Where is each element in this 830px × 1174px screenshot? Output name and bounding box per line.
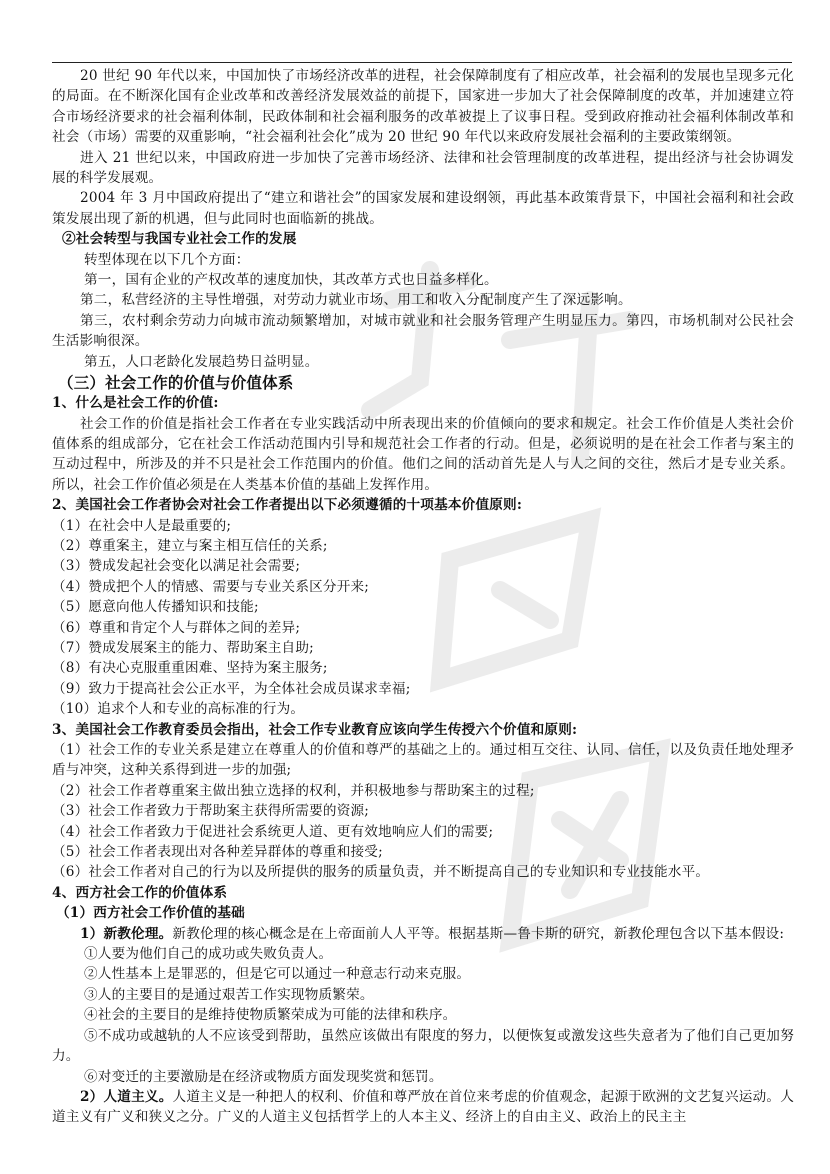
paragraph: 进入 21 世纪以来，中国政府进一步加快了完善市场经济、法律和社会管理制度的改革进程，提出经济与社会协调发展的科学发展观。 bbox=[52, 149, 794, 187]
list-item: （8）有决心克服重重困难、坚持为案主服务; bbox=[52, 660, 328, 677]
question-heading: 4、西方社会工作的价值体系 bbox=[52, 884, 228, 901]
list-item: （5）愿意向他人传播知识和技能; bbox=[52, 599, 259, 616]
ethic-assumptions-list bbox=[52, 944, 794, 1087]
list-item: （10）追求个人和专业的高标准的行为。 bbox=[52, 701, 305, 718]
paragraph: 第一，国有企业的产权改革的速度加快，其改革方式也日益多样化。 bbox=[84, 272, 498, 289]
term-body: 新教伦理的核心概念是在上帝面前人人平等。根据基斯—鲁卡斯的研究，新教伦理包含以下基本假设: bbox=[172, 925, 785, 942]
paragraph: 第二，私营经济的主导性增强，对劳动力就业市场、用工和收入分配制度产生了深远影响。 bbox=[80, 292, 632, 309]
term-title: 2）人道主义。 bbox=[80, 1088, 173, 1105]
list-item: ⑤不成功或越轨的人不应该受到帮助，虽然应该做出有限度的努力，以便恢复或激发这些失意者为了他们自己更加努力。 bbox=[52, 1027, 794, 1065]
list-item: ④社会的主要目的是维持使物质繁荣成为可能的法律和秩序。 bbox=[84, 1007, 457, 1024]
list-item: （7）赞成发展案主的能力、帮助案主自助; bbox=[52, 639, 314, 656]
list-item: （4）赞成把个人的情感、需要与专业关系区分开来; bbox=[52, 578, 370, 595]
paragraph: 第五，人口老龄化发展趋势日益明显。 bbox=[84, 353, 319, 370]
paragraph: 转型体现在以下几个方面： bbox=[84, 251, 250, 268]
list-item: （3）社会工作者致力于帮助案主获得所需要的资源; bbox=[52, 803, 370, 820]
list-item: （6）社会工作者对自己的行为以及所提供的服务的质量负责，并不断提高自己的专业知识和专业技能水平。 bbox=[52, 864, 710, 881]
list-item: （2）社会工作者尊重案主做出独立选择的权利，并积极地参与帮助案主的过程; bbox=[52, 782, 535, 799]
paragraph: 第三，农村剩余劳动力向城市流动频繁增加，对城市就业和社会服务管理产生明显压力。第四，市场机制对公民社会生活影响很深。 bbox=[52, 312, 794, 350]
subheading: （1）西方社会工作价值的基础 bbox=[56, 905, 245, 922]
education-values-list bbox=[52, 740, 794, 883]
subheading-transition: ②社会转型与我国专业社会工作的发展 bbox=[62, 231, 297, 248]
paragraph: 2004 年 3 月中国政府提出了“建立和谐社会”的国家发展和建设纲领，再此基本政策背景下，中国社会福利和社会政策发展出现了新的机遇，但与此同时也面临新的挑战。 bbox=[52, 190, 794, 227]
list-item: （3）赞成发起社会变化以满足社会需要; bbox=[52, 558, 301, 575]
list-item: ⑥对变迁的主要激励是在经济或物质方面发现奖赏和惩罚。 bbox=[84, 1068, 443, 1085]
paragraph bbox=[52, 924, 794, 944]
list-item: （9）致力于提高社会公正水平，为全体社会成员谋求幸福; bbox=[52, 680, 411, 697]
paragraph bbox=[52, 1087, 794, 1128]
list-item: （4）社会工作者致力于促进社会系统更人道、更有效地响应人们的需要; bbox=[52, 823, 494, 840]
header-rule bbox=[52, 62, 792, 63]
paragraph: 20 世纪 90 年代以来，中国加快了市场经济改革的进程，社会保障制度有了相应改革，社会福利的发展也呈现多元化的局面。在不断深化国有企业改革和改善经济发展效益的前提下，国家进一步加大了社会保障制度的改革，并加速建立符合市场经济要求的社会福利体制，民政体制和社会福利服务的改革被提上了议事日程。受到政府推动社会福利体制改革和社会（市场）需要的双重影响，“社会福利社会化”成为 20 世纪 90 年代以来政府发展社会福利的主要政策纲领。 bbox=[52, 68, 794, 146]
section-heading: （三）社会工作的价值与价值体系 bbox=[58, 373, 294, 393]
term-body: 人道主义是一种把人的权利、价值和尊严放在首位来考虑的价值观念，起源于欧洲的文艺复兴运动。人道主义有广义和狭义之分。广义的人道主义包括哲学上的人本主义、经济上的自由主义、政治上的民主主 bbox=[52, 1088, 795, 1126]
list-item: （5）社会工作者表现出对各种差异群体的尊重和接受; bbox=[52, 844, 383, 861]
list-item: （1）在社会中人是最重要的; bbox=[52, 517, 232, 534]
list-item: ①人要为他们自己的成功或失败负责人。 bbox=[84, 946, 333, 963]
question-heading: 1、什么是社会工作的价值: bbox=[52, 395, 219, 412]
list-item: ②人性基本上是罪恶的，但是它可以通过一种意志行动来克服。 bbox=[84, 966, 471, 983]
list-item: （6）尊重和肯定个人与群体之间的差异; bbox=[52, 619, 301, 636]
term-title: 1）新教伦理。 bbox=[80, 925, 173, 942]
list-item: ③人的主要目的是通过艰苦工作实现物质繁荣。 bbox=[84, 986, 374, 1003]
principles-list bbox=[52, 516, 794, 720]
question-heading: 3、美国社会工作教育委员会指出，社会工作专业教育应该向学生传授六个价值和原则: bbox=[52, 721, 578, 738]
question-heading: 2、美国社会工作者协会对社会工作者提出以下必须遵循的十项基本价值原则: bbox=[52, 497, 523, 514]
list-item: （1）社会工作的专业关系是建立在尊重人的价值和尊严的基础之上的。通过相互交往、认同、信任，以及负责任地处理矛盾与冲突，这种关系得到进一步的加强; bbox=[52, 742, 794, 779]
paragraph: 社会工作的价值是指社会工作者在专业实践活动中所表现出来的价值倾向的要求和规定。社会工作价值是人类社会价值体系的组成部分，它在社会工作活动范围内引导和规范社会工作者的行动。但是，必须说明的是在社会工作者与案主的互动过程中，所涉及的并不只是社会工作范围内的价值。他们之间的活动首先是人与人之间的交往，然后才是专业关系。所以，社会工作价值必须是在人类基本价值的基础上发挥作用。 bbox=[52, 415, 794, 493]
document-body bbox=[52, 66, 794, 1128]
list-item: （2）尊重案主，建立与案主相互信任的关系; bbox=[52, 537, 328, 554]
